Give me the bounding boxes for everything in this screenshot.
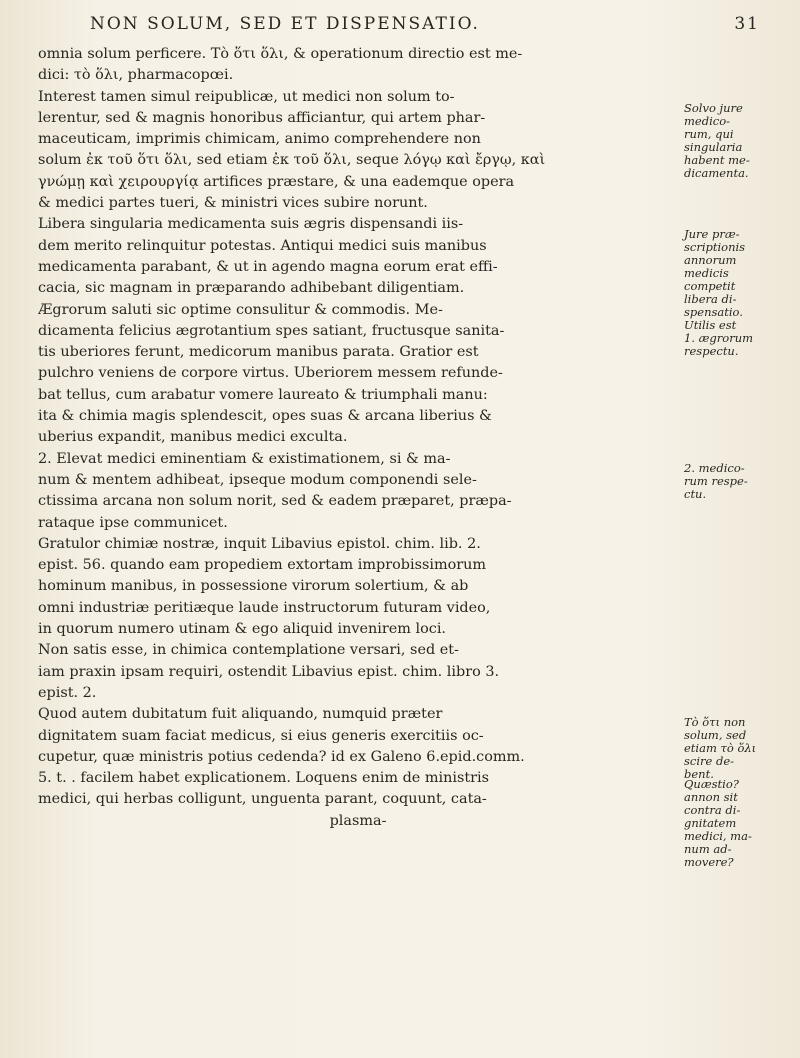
margin-note-line: Quæstio? xyxy=(684,777,739,791)
text-line: medicamenta parabant, & ut in agendo magna eorum erat effi- xyxy=(38,258,498,275)
text-line: Interest tamen simul reipublicæ, ut medici non solum to- xyxy=(38,88,455,105)
margin-note-line: movere? xyxy=(684,855,734,869)
text-line: cupetur, quæ ministris potius cedenda? id ex Galeno 6.epid.comm. xyxy=(38,748,525,765)
text-line: dici: τὸ ὅλι, pharmacopœi. xyxy=(38,67,234,84)
margin-note-line: medici, ma- xyxy=(684,829,752,843)
text-line: Quod autem dubitatum fuit aliquando, numquid præter xyxy=(38,706,443,723)
margin-note-line: Jure præ- xyxy=(684,227,740,241)
text-line: Gratulor chimiæ nostræ, inquit Libavius epistol. chim. lib. 2. xyxy=(38,535,481,552)
margin-note-line: Τὸ ὅτι non xyxy=(684,715,746,729)
text-line: epist. 56. quando eam propediem extortam improbissimorum xyxy=(38,557,487,574)
margin-note-line: singularia xyxy=(684,140,743,154)
text-line: omnia solum perficere. Τὸ ὅτι ὅλι, & operationum directio est me- xyxy=(38,46,523,62)
text-line: dem merito relinquitur potestas. Antiqui medici suis manibus xyxy=(38,237,487,254)
margin-notes-column xyxy=(684,0,794,1058)
page-number: 31 xyxy=(734,14,760,34)
margin-note xyxy=(684,102,794,180)
margin-note xyxy=(684,778,794,869)
margin-note-line: Solvo jure xyxy=(684,101,743,115)
text-line: uberius expandit, manibus medici exculta. xyxy=(38,429,348,446)
margin-note-line: contra di- xyxy=(684,803,741,817)
margin-note xyxy=(684,228,794,358)
text-line: epist. 2. xyxy=(38,684,97,701)
text-line: 5. t. . facilem habet explicationem. Loquens enim de ministris xyxy=(38,770,490,787)
margin-note xyxy=(684,462,794,501)
text-line: lerentur, sed & magnis honoribus afficiantur, qui artem phar- xyxy=(38,109,486,126)
margin-note-line: num ad- xyxy=(684,842,732,856)
margin-note-line: rum respe- xyxy=(684,474,748,488)
main-text-column xyxy=(38,44,678,832)
margin-note-line: gnitatem xyxy=(684,816,737,830)
text-line: tis uberiores ferunt, medicorum manibus parata. Gratior est xyxy=(38,344,479,361)
margin-note-line: annorum xyxy=(684,253,737,267)
text-line: dicamenta felicius ægrotantium spes satiant, fructusque sanita- xyxy=(38,322,505,339)
text-line: dignitatem suam faciat medicus, si eius generis exercitiis oc- xyxy=(38,727,484,744)
margin-note-line: medico- xyxy=(684,114,730,128)
text-line: cacia, sic magnam in præparando adhibebant diligentiam. xyxy=(38,280,465,297)
text-line: Non satis esse, in chimica contemplatione versari, sed et- xyxy=(38,642,459,659)
text-line: solum ἐκ τοῦ ὅτι ὅλι, sed etiam ἐκ τοῦ ὅλι, seque λόγῳ καὶ ἔργῳ, καὶ xyxy=(38,152,546,169)
text-line: ctissima arcana non solum norit, sed & eadem præparet, præpa- xyxy=(38,493,512,510)
margin-note-line: etiam τὸ ὅλι xyxy=(684,741,757,755)
margin-note-line: solum, sed xyxy=(684,728,747,742)
text-line: rataque ipse communicet. xyxy=(38,514,228,531)
margin-note-line: competit xyxy=(684,279,736,293)
margin-note-line: scriptionis xyxy=(684,240,746,254)
margin-note-line: bent. xyxy=(684,767,714,781)
margin-note-line: rum, qui xyxy=(684,127,734,141)
text-line: omni industriæ peritiæque laude instructorum futuram video, xyxy=(38,599,491,616)
running-title: NON SOLUM, SED ET DISPENSATIO. xyxy=(90,14,480,34)
text-line: & medici partes tueri, & ministri vices subire norunt. xyxy=(38,195,428,212)
margin-note xyxy=(684,716,794,781)
margin-note-line: libera di- xyxy=(684,292,737,306)
margin-note-line: 1. ægrorum xyxy=(684,331,754,345)
text-line: 2. Elevat medici eminentiam & existimationem, si & ma- xyxy=(38,450,451,467)
text-line: iam praxin ipsam requiri, ostendit Libavius epist. chim. libro 3. xyxy=(38,663,500,680)
text-line: γνώμῃ καὶ χειρουργίᾳ artifices præstare, & una eademque opera xyxy=(38,173,515,190)
text-line: Ægrorum saluti sic optime consulitur & commodis. Me- xyxy=(38,301,443,318)
text-line: plasma- xyxy=(329,812,387,829)
text-line: medici, qui herbas colligunt, unguenta parant, coquunt, cata- xyxy=(38,791,487,808)
margin-note-line: scire de- xyxy=(684,754,735,768)
text-line: ita & chimia magis splendescit, opes suas & arcana liberius & xyxy=(38,408,492,425)
margin-note-line: Utilis est xyxy=(684,318,737,332)
text-line: maceuticam, imprimis chimicam, animo comprehendere non xyxy=(38,131,481,148)
margin-note-line: spensatio. xyxy=(684,305,743,319)
margin-note-line: medicis xyxy=(684,266,729,280)
text-line: Libera singularia medicamenta suis ægris dispensandi iis- xyxy=(38,216,464,233)
text-line: pulchro veniens de corpore virtus. Uberiorem messem refunde- xyxy=(38,365,503,382)
text-line: bat tellus, cum arabatur vomere laureato & triumphali manu: xyxy=(38,386,488,403)
margin-note-line: ctu. xyxy=(684,487,707,501)
text-line: num & mentem adhibeat, ipseque modum componendi sele- xyxy=(38,471,477,488)
margin-note-line: respectu. xyxy=(684,344,739,358)
text-line: in quorum numero utinam & ego aliquid invenirem loci. xyxy=(38,621,447,638)
margin-note-line: annon sit xyxy=(684,790,738,804)
margin-note-line: 2. medico- xyxy=(684,461,745,475)
margin-note-line: habent me- xyxy=(684,153,750,167)
page-header xyxy=(90,10,760,40)
margin-note-line: dicamenta. xyxy=(684,166,749,180)
text-line: hominum manibus, in possessione virorum solertium, & ab xyxy=(38,578,469,595)
